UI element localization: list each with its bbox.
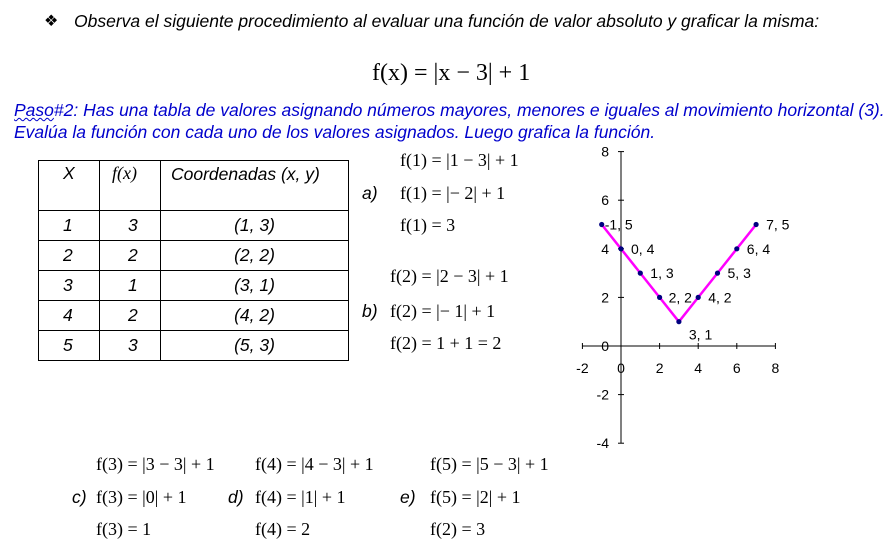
- table-row: [39, 331, 349, 361]
- cell-x: 3: [39, 271, 100, 301]
- eval-a-line-1: f(1) = |1 − 3| + 1: [400, 150, 519, 170]
- x-tick-label: -2: [576, 360, 589, 376]
- x-tick-label: 6: [732, 360, 741, 376]
- eval-b-line-2: f(2) = |− 1| + 1: [390, 301, 496, 321]
- header-fx: f(x): [100, 161, 161, 211]
- eval-c-line-2: f(3) = |0| + 1: [96, 487, 187, 507]
- eval-d-label: d): [228, 487, 244, 507]
- x-tick-label: 2: [655, 360, 664, 376]
- table-header-row: [39, 161, 349, 211]
- header-coordinates: Coordenadas (x, y): [161, 161, 349, 211]
- eval-e-line-3: f(2) = 3: [430, 519, 486, 539]
- x-tick-label: 8: [771, 360, 780, 376]
- data-label: 6, 4: [746, 240, 771, 257]
- cell-coordinates: (5, 3): [161, 331, 349, 361]
- cell-fx: 2: [100, 241, 161, 271]
- table-row: [39, 241, 349, 271]
- cell-fx: 3: [100, 331, 161, 361]
- cell-x: 1: [39, 211, 100, 241]
- y-tick-label: 8: [601, 143, 609, 160]
- data-point: [657, 295, 662, 300]
- data-label: -1, 5: [604, 216, 633, 233]
- y-tick-label: 6: [601, 192, 609, 209]
- eval-e-line-1: f(5) = |5 − 3| + 1: [430, 454, 549, 474]
- table-row: [39, 271, 349, 301]
- cell-coordinates: (4, 2): [161, 301, 349, 331]
- eval-b-line-3: f(2) = 1 + 1 = 2: [390, 333, 502, 353]
- cell-x: 2: [39, 241, 100, 271]
- cell-fx: 2: [100, 301, 161, 331]
- x-tick-label: 0: [617, 360, 625, 376]
- cell-fx: 1: [100, 271, 161, 301]
- eval-c-label: c): [72, 487, 87, 507]
- eval-a-line-2: f(1) = |− 2| + 1: [400, 183, 506, 203]
- eval-b-line-1: f(2) = |2 − 3| + 1: [390, 266, 509, 286]
- data-label: 0, 4: [631, 240, 655, 257]
- data-label: 2, 2: [668, 289, 692, 306]
- main-function: f(x) = |x − 3| + 1: [372, 60, 531, 86]
- y-tick-label: 4: [601, 240, 609, 257]
- x-tick-label: 4: [694, 360, 703, 376]
- cell-fx: 3: [100, 211, 161, 241]
- y-tick-label: -2: [596, 386, 609, 403]
- data-label: 5, 3: [727, 265, 751, 282]
- data-label: 7, 5: [766, 216, 790, 233]
- y-tick-label: 2: [601, 289, 609, 306]
- header-x: X: [39, 161, 100, 211]
- eval-a-label: a): [362, 183, 378, 203]
- data-point: [734, 246, 739, 251]
- data-point: [638, 271, 643, 276]
- table-row: [39, 211, 349, 241]
- cell-x: 4: [39, 301, 100, 331]
- eval-b-label: b): [362, 301, 378, 321]
- data-point: [618, 246, 623, 251]
- eval-d-line-2: f(4) = |1| + 1: [255, 487, 346, 507]
- data-label: 4, 2: [708, 289, 732, 306]
- eval-d-line-3: f(4) = 2: [255, 519, 311, 539]
- data-point: [599, 222, 604, 227]
- eval-e-label: e): [400, 487, 416, 507]
- eval-c-line-3: f(3) = 1: [96, 519, 152, 539]
- eval-c-line-1: f(3) = |3 − 3| + 1: [96, 454, 215, 474]
- cell-x: 5: [39, 331, 100, 361]
- y-tick-label: 0: [601, 338, 609, 354]
- data-point: [715, 271, 720, 276]
- values-table: [38, 160, 349, 361]
- cell-coordinates: (1, 3): [161, 211, 349, 241]
- bullet-icon: ❖: [44, 13, 59, 30]
- eval-a-line-3: f(1) = 3: [400, 215, 456, 235]
- data-label: 3, 1: [688, 326, 713, 343]
- table-row: [39, 301, 349, 331]
- step-label: Paso: [14, 100, 54, 120]
- cell-coordinates: (3, 1): [161, 271, 349, 301]
- data-point: [676, 319, 681, 324]
- data-point: [696, 295, 701, 300]
- step-instructions: [14, 99, 889, 143]
- intro-text: Observa el siguiente procedimiento al evaluar una función de valor absoluto y graficar la misma:: [74, 11, 820, 31]
- cell-coordinates: (2, 2): [161, 241, 349, 271]
- absolute-value-graph: [560, 140, 794, 452]
- y-tick-label: -4: [596, 435, 609, 452]
- data-label: 1, 3: [650, 265, 674, 282]
- eval-e-line-2: f(5) = |2| + 1: [430, 487, 521, 507]
- data-point: [754, 222, 759, 227]
- step-text: #2: Has una tabla de valores asignando números mayores, menores e iguales al movimiento horizontal (3). Evalúa la función con cada uno de los valores asignados. Luego grafica la función.: [14, 100, 885, 142]
- eval-d-line-1: f(4) = |4 − 3| + 1: [255, 454, 374, 474]
